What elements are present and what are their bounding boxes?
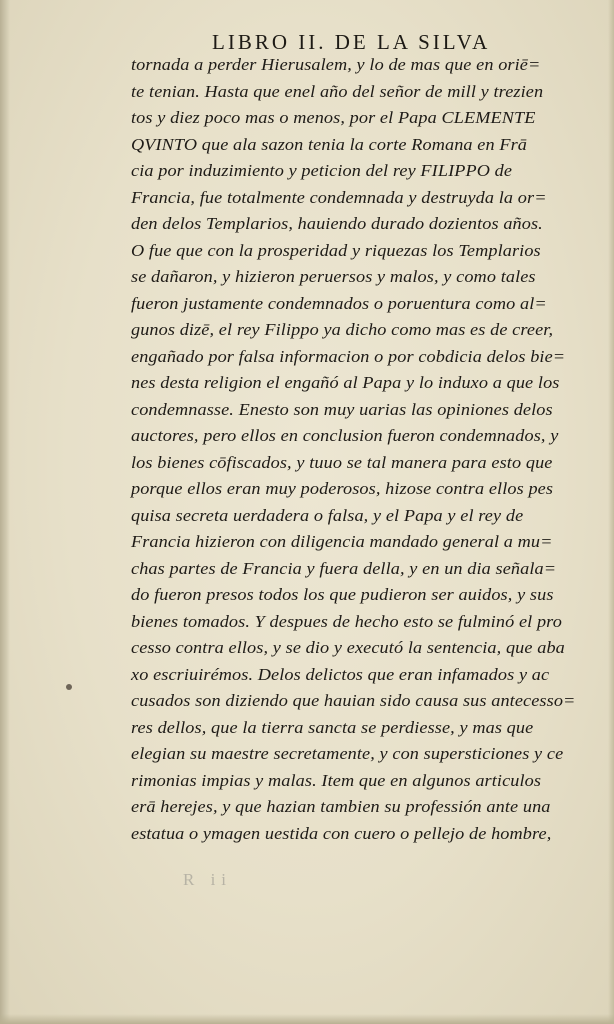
text-line: QVINTO que ala sazon tenia la corte Romana en Frā — [131, 134, 528, 154]
text-line: condemnasse. Enesto son muy uarias las opiniones delos — [131, 399, 553, 419]
text-line: cusados son diziendo que hauian sido causa sus antecesso= — [131, 691, 576, 710]
text-line: porque ellos eran muy poderosos, hizose contra ellos pes — [131, 479, 554, 498]
text-line: do fueron presos todos los que pudieron ser auidos, y sus — [131, 585, 554, 604]
text-line: erā herejes, y que hazian tambien su professión ante una — [131, 797, 551, 816]
text-line: xo escriuirémos. Delos delictos que eran infamados y ac — [131, 664, 550, 684]
signature-mark: R ii — [183, 870, 233, 889]
text-line: te tenian. Hasta que enel año del señor de mill y trezien — [131, 81, 544, 101]
text-line: cia por induzimiento y peticion del rey FILIPPO de — [131, 161, 513, 180]
text-line: bienes tomados. Y despues de hecho esto se fulminó el pro — [131, 611, 562, 631]
page-binding-edge — [0, 0, 10, 1024]
text-line: Francia hizieron con diligencia mandado general a mu= — [131, 532, 553, 551]
text-line: tos y diez poco mas o menos, por el Papa CLEMENTE — [131, 108, 536, 127]
text-line: auctores, pero ellos en conclusion fueron condemnados, y — [131, 426, 559, 445]
page-bottom-edge — [0, 1014, 614, 1024]
text-line: fueron justamente condemnados o poruentura como al= — [131, 293, 547, 313]
text-line: quisa secreta uerdadera o falsa, y el Papa y el rey de — [131, 505, 524, 525]
text-line: rimonias impias y malas. Item que en algunos articulos — [131, 770, 542, 790]
text-line: res dellos, que la tierra sancta se perdiesse, y mas que — [131, 717, 534, 737]
running-head: LIBRO II. DE LA SILVA — [212, 30, 491, 54]
text-line: Francia, fue totalmente condemnada y destruyda la or= — [131, 187, 547, 207]
text-line: se dañaron, y hizieron peruersos y malos, y como tales — [131, 267, 536, 286]
text-line: O fue que con la prosperidad y riquezas los Templarios — [131, 240, 541, 260]
text-line: gunos dizē, el rey Filippo ya dicho como mas es de creer, — [131, 320, 554, 339]
text-line: den delos Templarios, hauiendo durado dozientos años. — [131, 214, 543, 233]
text-line: los bienes cōfiscados, y tuuo se tal manera para esto que — [131, 452, 553, 472]
text-line: chas partes de Francia y fuera della, y en un dia señala= — [131, 558, 557, 578]
text-block — [131, 52, 587, 847]
text-line: elegian su maestre secretamente, y con supersticiones y ce — [131, 744, 564, 763]
text-line: tornada a perder Hierusalem, y lo de mas que en oriē= — [131, 55, 541, 74]
text-line: estatua o ymagen uestida con cuero o pellejo de hombre, — [131, 823, 552, 843]
text-line: engañado por falsa informacion o por cobdicia delos bie= — [131, 346, 566, 366]
text-line: nes desta religion el engañó al Papa y lo induxo a que los — [131, 373, 560, 392]
text-line: cesso contra ellos, y se dio y executó la sentencia, que aba — [131, 638, 565, 657]
ink-spot — [66, 684, 72, 690]
